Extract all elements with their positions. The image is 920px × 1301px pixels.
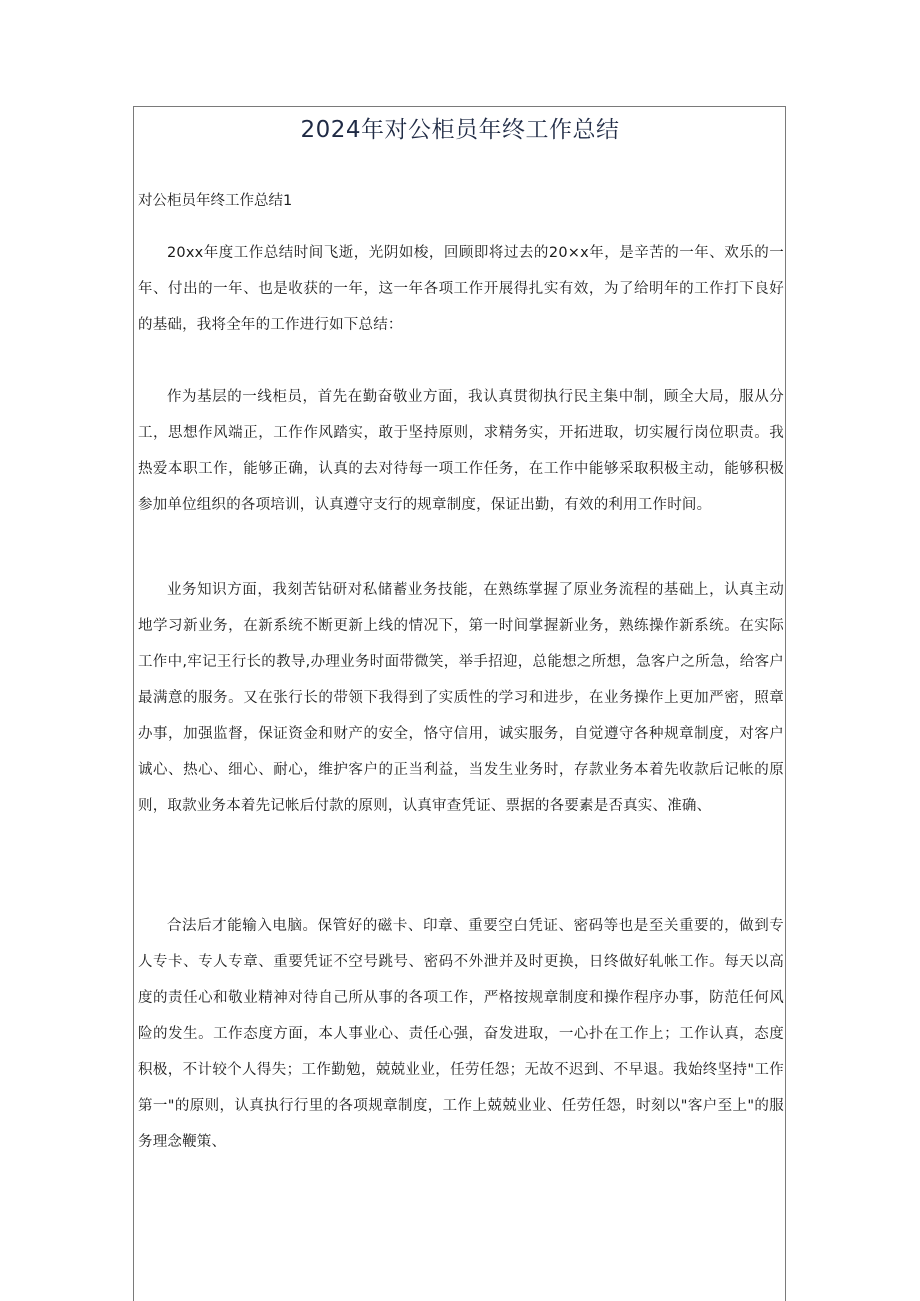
paragraph-business-knowledge: 业务知识方面，我刻苦钻研对私储蓄业务技能，在熟练掌握了原业务流程的基础上，认真主动地学习新业务，在新系统不断更新上线的情况下，第一时间掌握新业务，熟练操作新系统。在实际工作中,牢记王行长的教导,办理业务时面带微笑，举手招迎，总能想之所想，急客户之所急，给客户最满意的服务。又在张行长的带领下我得到了实质性的学习和进步，在业务操作上更加严密，照章办事，加强监督，保证资金和财产的安全，恪守信用，诚实服务，自觉遵守各种规章制度，对客户诚心、热心、细心、耐心，维护客户的正当利益，当发生业务时，存款业务本着先收款后记帐的原则，取款业务本着先记帐后付款的原则，认真审查凭证、票据的各要素是否真实、准确、 bbox=[138, 582, 784, 814]
document-title: 2024年对公柜员年终工作总结 bbox=[300, 117, 620, 143]
paragraph-work-attitude: 作为基层的一线柜员，首先在勤奋敬业方面，我认真贯彻执行民主集中制，顾全大局，服从分工，思想作风端正，工作作风踏实，敢于坚持原则，求精务实，开拓进取，切实履行岗位职责。我热爱本职工作，能够正确，认真的去对待每一项工作任务，在工作中能够采取积极主动，能够积极参加单位组织的各项培训，认真遵守支行的规章制度，保证出勤，有效的利用工作时间。 bbox=[138, 389, 784, 513]
paragraph-security-and-attitude: 合法后才能输入电脑。保管好的磁卡、印章、重要空白凭证、密码等也是至关重要的，做到专人专卡、专人专章、重要凭证不空号跳号、密码不外泄并及时更换，日终做好轧帐工作。每天以高度的责任心和敬业精神对待自己所从事的各项工作，严格按规章制度和操作程序办事，防范任何风险的发生。工作态度方面，本人事业心、责任心强，奋发进取，一心扑在工作上；工作认真，态度积极，不计较个人得失；工作勤勉，兢兢业业，任劳任怨；无故不迟到、不早退。我始终坚持"工作第一"的原则，认真执行行里的各项规章制度，工作上兢兢业业、任劳任怨，时刻以"客户至上"的服务理念鞭策、 bbox=[138, 918, 784, 1150]
section-heading: 对公柜员年终工作总结1 bbox=[138, 193, 293, 209]
paragraph-intro: 20xx年度工作总结时间飞逝，光阴如梭，回顾即将过去的20×x年，是辛苦的一年、欢乐的一年、付出的一年、也是收获的一年，这一年各项工作开展得扎实有效，为了给明年的工作打下良好的基础，我将全年的工作进行如下总结： bbox=[138, 245, 784, 333]
